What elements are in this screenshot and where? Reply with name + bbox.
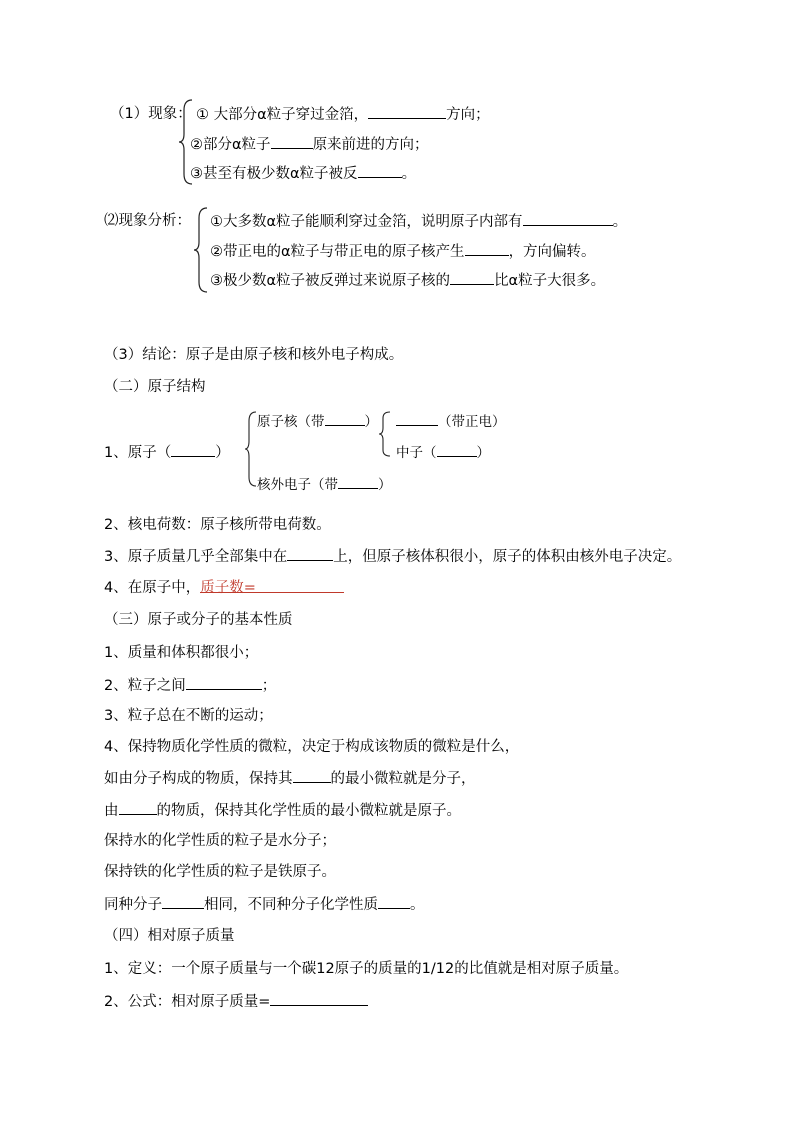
structure-item-2: 2、核电荷数：原子核所带电荷数。 xyxy=(104,517,331,533)
blank[interactable] xyxy=(171,442,215,457)
structure-item-4: 4、在原子中，质子数= xyxy=(104,578,344,598)
definition-2: 2、公式：相对原子质量= xyxy=(104,991,368,1012)
blank[interactable] xyxy=(186,675,262,690)
analysis-brace xyxy=(193,206,209,298)
section2-title: （二）原子结构 xyxy=(104,379,206,395)
property-8: 保持铁的化学性质的粒子是铁原子。 xyxy=(104,864,336,880)
property-2: 2、粒子之间 ； xyxy=(104,675,276,696)
proton-line: （带正电） xyxy=(396,411,506,432)
property-6: 由 的物质，保持其化学性质的最小微粒就是原子。 xyxy=(104,800,461,821)
structure-item-3: 3、原子质量几乎全部集中在 上，但原子核体积很小，原子的体积由核外电子决定。 xyxy=(104,546,681,567)
nucleus-brace xyxy=(378,410,392,462)
blank[interactable] xyxy=(358,163,402,178)
section4-title: （四）相对原子质量 xyxy=(104,928,235,944)
phenomena-item-1: ① 大部分α粒子穿过金箔， 方向； xyxy=(196,104,490,125)
blank[interactable] xyxy=(378,894,410,909)
blank[interactable] xyxy=(270,991,368,1006)
phenomena-item-3: ③甚至有极少数α粒子被反 。 xyxy=(190,163,416,184)
electron-line: 核外电子（带 ） xyxy=(257,474,392,495)
blank[interactable] xyxy=(293,768,331,783)
blank[interactable] xyxy=(437,442,477,457)
blank[interactable] xyxy=(396,411,438,426)
blank[interactable] xyxy=(287,546,333,561)
blank[interactable] xyxy=(465,241,509,256)
atom-line: 1、原子（ ） xyxy=(104,442,230,463)
analysis-item-2: ②带正电的α粒子与带正电的原子核产生 ，方向偏转。 xyxy=(210,241,596,262)
definition-1: 1、定义：一个原子质量与一个碳12原子的质量的1/12的比值就是相对原子质量。 xyxy=(104,961,629,977)
blank[interactable] xyxy=(450,270,494,285)
phenomena-label: （1）现象： xyxy=(110,106,192,122)
blank[interactable] xyxy=(325,411,365,426)
blank[interactable] xyxy=(368,104,446,119)
atom-brace xyxy=(244,410,258,492)
property-9: 同种分子 相同，不同种分子化学性质 。 xyxy=(104,894,425,915)
property-5: 如由分子构成的物质，保持其 的最小微粒就是分子， xyxy=(104,768,476,789)
property-3: 3、粒子总在不断的运动； xyxy=(104,708,273,724)
property-1: 1、质量和体积都很小； xyxy=(104,645,259,661)
phenomena-item-2: ②部分α粒子 原来前进的方向； xyxy=(190,134,429,155)
section3-title: （三）原子或分子的基本性质 xyxy=(104,612,293,628)
analysis-label: ⑵现象分析： xyxy=(104,213,191,229)
nucleus-line: 原子核（带 ） xyxy=(257,411,378,432)
answer-field[interactable]: 质子数= xyxy=(200,578,344,593)
property-4: 4、保持物质化学性质的微粒，决定于构成该物质的微粒是什么， xyxy=(104,739,520,755)
blank[interactable] xyxy=(119,800,157,815)
blank[interactable] xyxy=(271,134,313,149)
blank[interactable] xyxy=(338,474,378,489)
neutron-line: 中子（ ） xyxy=(396,442,490,463)
blank[interactable] xyxy=(162,894,204,909)
analysis-item-3: ③极少数α粒子被反弹过来说原子核的 比α粒子大很多。 xyxy=(210,270,605,291)
analysis-item-1: ①大多数α粒子能顺利穿过金箔，说明原子内部有 。 xyxy=(210,211,627,232)
blank[interactable] xyxy=(523,211,613,226)
conclusion-text: （3）结论：原子是由原子核和核外电子构成。 xyxy=(104,347,404,363)
property-7: 保持水的化学性质的粒子是水分子； xyxy=(104,833,336,849)
